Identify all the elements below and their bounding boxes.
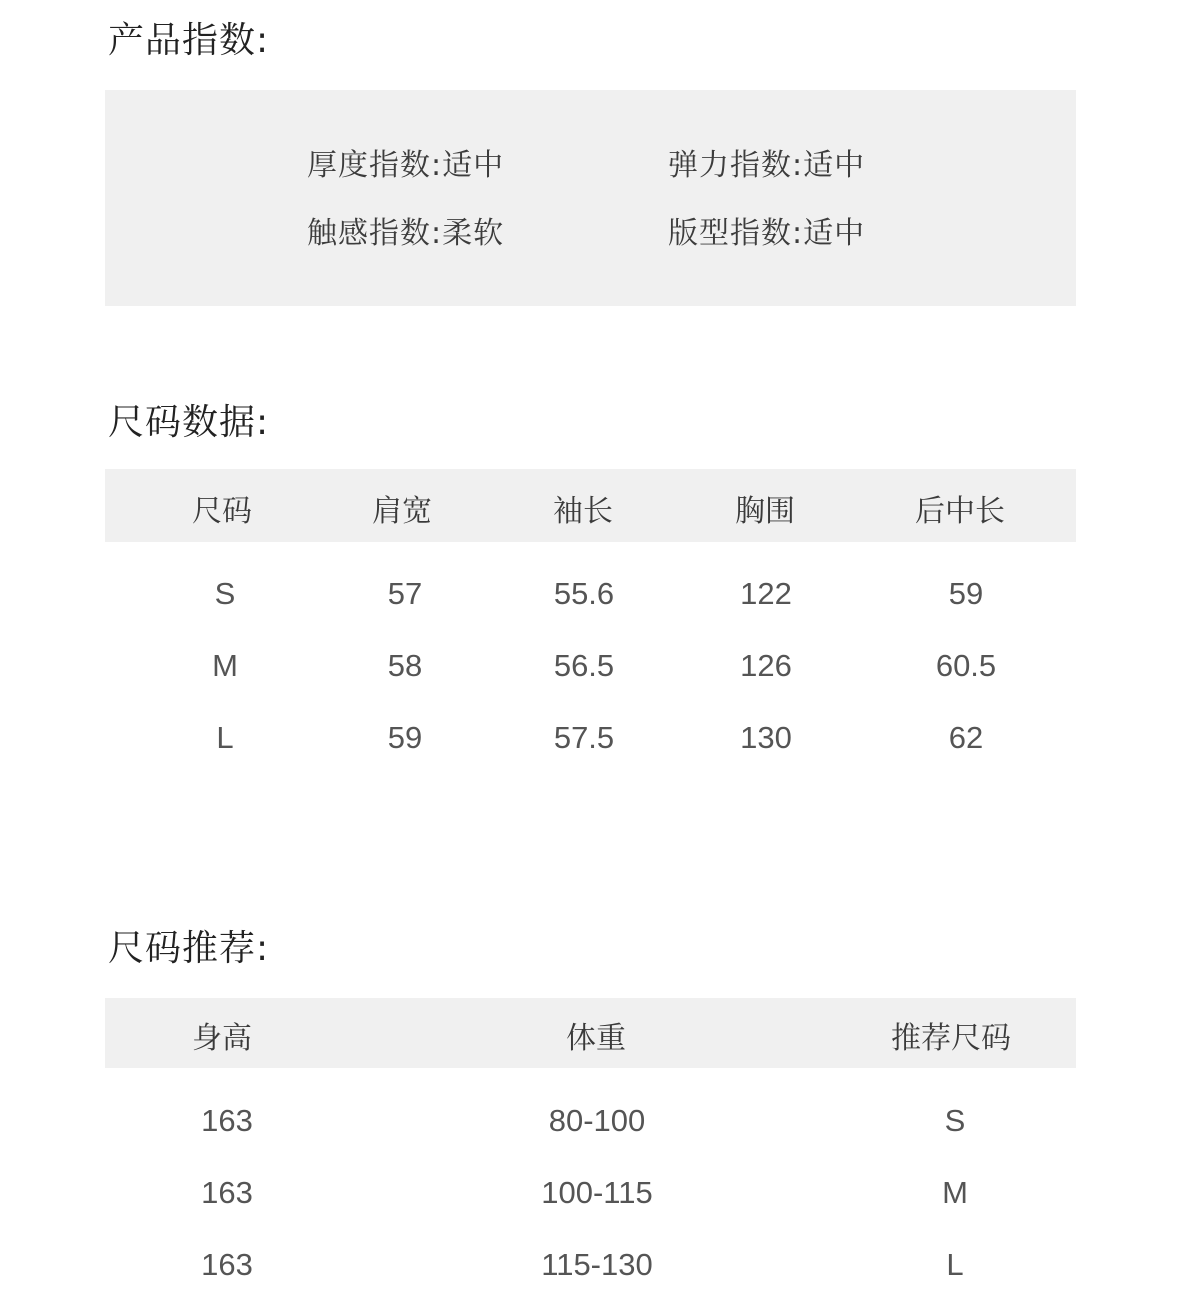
size-data-header: 后中长 [915, 494, 1005, 529]
thickness-index-value: 适中 [442, 148, 505, 183]
size-data-cell: 58 [387, 648, 423, 683]
size-data-cell: L [216, 720, 234, 755]
size-data-cell: M [212, 648, 238, 683]
size-data-header: 尺码 [192, 494, 252, 529]
size-data-cell: 56.5 [553, 648, 615, 683]
size-recommend-cell: 100-115 [541, 1175, 653, 1210]
size-recommend-cell: 163 [201, 1175, 253, 1210]
touch-index-label [307, 208, 504, 252]
size-recommend-cell: 115-130 [541, 1247, 653, 1282]
size-data-cell: 59 [948, 576, 984, 611]
size-data-cell: 62 [948, 720, 984, 755]
thickness-index-key: 厚度指数: [307, 148, 443, 183]
size-data-cell: 57 [387, 576, 423, 611]
size-data-cell: 57.5 [553, 720, 615, 755]
elasticity-index-label [668, 140, 865, 184]
size-recommend-cell: S [944, 1103, 966, 1138]
thickness-index-label [307, 140, 504, 184]
size-data-header: 肩宽 [372, 494, 432, 529]
size-recommend-cell: 163 [201, 1247, 253, 1282]
size-recommend-cell: 163 [201, 1103, 253, 1138]
fit-index-value: 适中 [803, 216, 866, 251]
size-data-title: 尺码数据: [108, 402, 270, 443]
size-data-header: 胸围 [735, 494, 795, 529]
size-recommend-header: 体重 [566, 1021, 626, 1056]
elasticity-index-key: 弹力指数: [668, 148, 804, 183]
touch-index-value: 柔软 [442, 216, 505, 251]
size-recommend-title: 尺码推荐: [108, 928, 270, 969]
product-index-panel [105, 90, 1076, 306]
product-index-title: 产品指数: [108, 20, 270, 61]
size-recommend-header: 身高 [192, 1021, 252, 1056]
size-recommend-header: 推荐尺码 [891, 1021, 1011, 1056]
size-data-cell: 126 [740, 648, 792, 683]
size-recommend-cell: L [946, 1247, 964, 1282]
size-data-cell: 122 [740, 576, 792, 611]
touch-index-key: 触感指数: [307, 216, 443, 251]
fit-index-label [668, 208, 865, 252]
size-data-cell: 60.5 [935, 648, 997, 683]
size-data-cell: S [214, 576, 236, 611]
elasticity-index-value: 适中 [803, 148, 866, 183]
size-data-cell: 130 [740, 720, 792, 755]
size-recommend-cell: M [942, 1175, 968, 1210]
size-data-cell: 59 [387, 720, 423, 755]
size-recommend-cell: 80-100 [548, 1103, 646, 1138]
size-data-cell: 55.6 [553, 576, 615, 611]
size-data-header: 袖长 [553, 494, 613, 529]
fit-index-key: 版型指数: [668, 216, 804, 251]
